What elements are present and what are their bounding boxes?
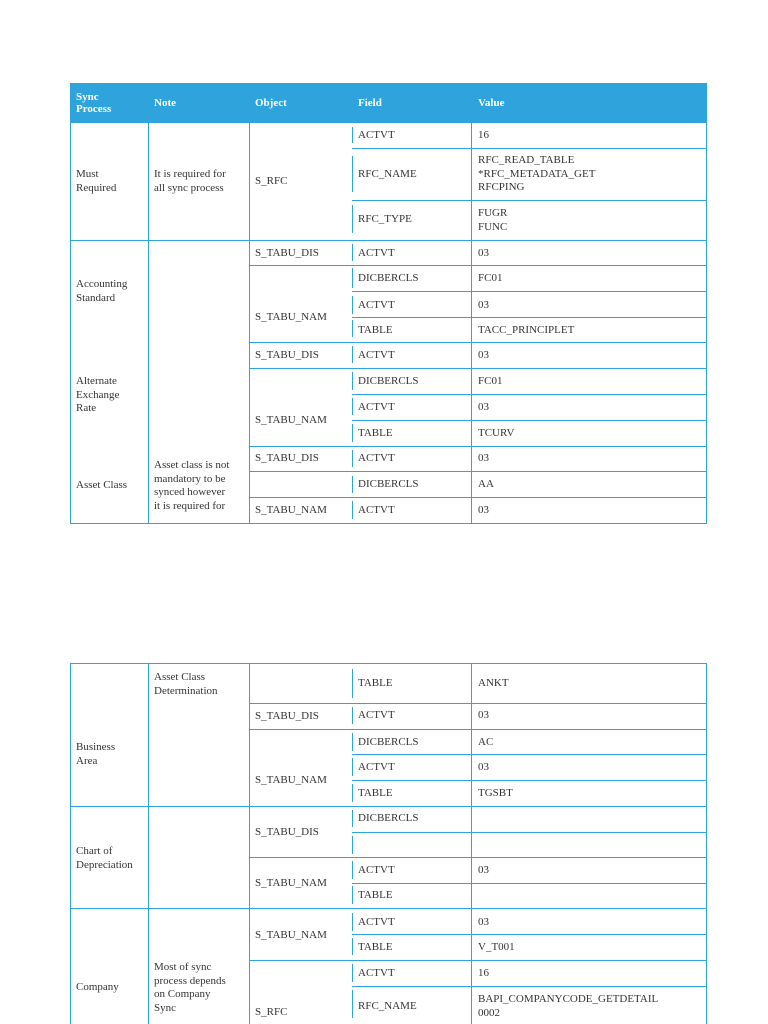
sync-process-chart-of-depreciation: Chart of Depreciation <box>76 845 133 871</box>
value-cell: TACC_PRINCIPLET <box>478 324 575 336</box>
value-cell: TCURV <box>478 427 515 439</box>
value-cell: BAPI_COMPANYCODE_GETDETAIL 0002 <box>478 993 659 1019</box>
row-divider <box>70 908 707 909</box>
header-note: Note <box>154 97 176 109</box>
value-cell: V_T001 <box>478 941 515 953</box>
field-cell: ACTVT <box>358 761 395 773</box>
cell-marker <box>352 784 353 802</box>
cell-marker <box>352 372 353 390</box>
column-divider <box>148 663 149 1024</box>
field-cell: TABLE <box>358 941 393 953</box>
cell-marker <box>352 733 353 751</box>
cell-marker <box>352 346 353 363</box>
object-cell: S_TABU_DIS <box>255 452 319 464</box>
object-cell: S_RFC <box>255 175 288 187</box>
header-object: Object <box>255 97 287 109</box>
field-cell: RFC_NAME <box>358 168 417 180</box>
row-divider <box>352 200 707 201</box>
row-divider <box>352 986 707 987</box>
value-cell: 03 <box>478 349 489 361</box>
row-divider <box>352 780 707 781</box>
table-border-right <box>706 123 707 524</box>
cell-marker <box>352 990 353 1018</box>
value-cell: AA <box>478 478 494 490</box>
field-cell: TABLE <box>358 787 393 799</box>
cell-marker <box>352 156 353 192</box>
object-cell: S_TABU_DIS <box>255 710 319 722</box>
field-cell: DICBERCLS <box>358 375 419 387</box>
row-divider <box>249 446 707 447</box>
sync-process-must-required: Must Required <box>76 168 117 194</box>
table-border-top <box>70 663 707 664</box>
table-border-left <box>70 663 71 1024</box>
note-asset-class: Asset class is not mandatory to be synced however it is required for <box>154 459 230 512</box>
field-cell: TABLE <box>358 324 393 336</box>
column-divider <box>249 663 250 1024</box>
column-divider <box>471 663 472 1024</box>
field-cell: ACTVT <box>358 349 395 361</box>
value-cell: FC01 <box>478 272 503 284</box>
note-company: Most of sync process depends on Company Sync <box>154 961 226 1014</box>
field-cell: DICBERCLS <box>358 812 419 824</box>
field-cell: TABLE <box>358 427 393 439</box>
row-divider <box>249 497 707 498</box>
value-cell: 03 <box>478 401 489 413</box>
object-cell: S_TABU_NAM <box>255 311 327 323</box>
value-cell: 03 <box>478 299 489 311</box>
cell-marker <box>352 268 353 288</box>
value-cell: AC <box>478 736 494 748</box>
object-cell: S_TABU_NAM <box>255 877 327 889</box>
header-field: Field <box>358 97 382 109</box>
object-cell: S_TABU_NAM <box>255 414 327 426</box>
value-cell: 03 <box>478 761 489 773</box>
field-cell: ACTVT <box>358 452 395 464</box>
value-cell: FC01 <box>478 375 503 387</box>
field-cell: DICBERCLS <box>358 272 419 284</box>
object-cell: S_TABU_DIS <box>255 826 319 838</box>
table-border-bottom <box>70 523 707 524</box>
field-cell: DICBERCLS <box>358 478 419 490</box>
cell-marker <box>352 836 353 854</box>
cell-marker <box>352 450 353 467</box>
column-divider <box>249 123 250 524</box>
cell-marker <box>352 501 353 519</box>
cell-marker <box>352 861 353 879</box>
row-divider <box>249 368 707 369</box>
row-divider <box>249 960 707 961</box>
field-cell: TABLE <box>358 889 393 901</box>
row-divider <box>352 317 707 318</box>
note-business-area: Asset Class Determination <box>154 671 218 697</box>
row-divider <box>352 420 707 421</box>
object-cell: S_TABU_NAM <box>255 774 327 786</box>
note-must-required: It is required for all sync process <box>154 168 226 194</box>
field-cell: DICBERCLS <box>358 736 419 748</box>
cell-marker <box>352 320 353 337</box>
row-divider <box>352 394 707 395</box>
row-divider <box>352 883 707 884</box>
column-divider <box>148 123 149 524</box>
table-border-left <box>70 123 71 524</box>
field-cell: ACTVT <box>358 967 395 979</box>
field-cell: RFC_NAME <box>358 1000 417 1012</box>
object-cell: S_TABU_DIS <box>255 349 319 361</box>
row-divider <box>352 291 707 292</box>
value-cell: 03 <box>478 916 489 928</box>
row-divider <box>249 703 707 704</box>
column-divider <box>471 123 472 524</box>
value-cell: 16 <box>478 967 489 979</box>
object-cell: S_TABU_DIS <box>255 247 319 259</box>
row-divider <box>70 240 707 241</box>
cell-marker <box>352 296 353 314</box>
sync-process-company: Company <box>76 981 119 993</box>
object-cell: S_TABU_NAM <box>255 504 327 516</box>
value-cell: ANKT <box>478 677 509 689</box>
header-value: Value <box>478 97 505 109</box>
row-divider <box>249 729 707 730</box>
cell-marker <box>352 913 353 931</box>
cell-marker <box>352 398 353 415</box>
sync-process-accounting-standard: Accounting Standard <box>76 278 128 304</box>
cell-marker <box>352 964 353 982</box>
cell-marker <box>352 669 353 698</box>
value-cell: 03 <box>478 709 489 721</box>
row-divider <box>352 148 707 149</box>
field-cell: ACTVT <box>358 504 395 516</box>
value-cell: 03 <box>478 247 489 259</box>
field-cell: ACTVT <box>358 916 395 928</box>
sync-process-asset-class: Asset Class <box>76 479 128 491</box>
sync-process-alternate-exchange-rate: Alternate Exchange Rate <box>76 375 120 414</box>
row-divider <box>249 342 707 343</box>
cell-marker <box>352 476 353 493</box>
field-cell: ACTVT <box>358 299 395 311</box>
row-divider <box>352 754 707 755</box>
field-cell: ACTVT <box>358 709 395 721</box>
row-divider <box>249 471 707 472</box>
cell-marker <box>352 810 353 827</box>
cell-marker <box>352 938 353 955</box>
row-divider <box>249 857 707 858</box>
cell-marker <box>352 707 353 724</box>
cell-marker <box>352 244 353 261</box>
field-cell: ACTVT <box>358 247 395 259</box>
row-divider <box>249 265 707 266</box>
cell-marker <box>352 758 353 776</box>
field-cell: RFC_TYPE <box>358 213 412 225</box>
cell-marker <box>352 205 353 233</box>
object-cell: S_TABU_NAM <box>255 929 327 941</box>
sync-process-business-area: Business Area <box>76 741 116 767</box>
field-cell: ACTVT <box>358 401 395 413</box>
value-cell: 16 <box>478 129 489 141</box>
value-cell: RFC_READ_TABLE *RFC_METADATA_GET RFCPING <box>478 154 596 193</box>
value-cell: FUGR FUNC <box>478 207 508 233</box>
header-sync-process: Sync Process <box>76 91 112 115</box>
field-cell: ACTVT <box>358 129 395 141</box>
row-divider <box>352 832 707 833</box>
value-cell: TGSBT <box>478 787 513 799</box>
cell-marker <box>352 127 353 143</box>
cell-marker <box>352 424 353 442</box>
field-cell: TABLE <box>358 677 393 689</box>
value-cell: 03 <box>478 504 489 516</box>
value-cell: 03 <box>478 452 489 464</box>
cell-marker <box>352 886 353 904</box>
value-cell: 03 <box>478 864 489 876</box>
field-cell: ACTVT <box>358 864 395 876</box>
object-cell: S_RFC <box>255 1006 288 1018</box>
row-divider <box>352 934 707 935</box>
row-divider <box>70 806 707 807</box>
table-border-right <box>706 663 707 1024</box>
